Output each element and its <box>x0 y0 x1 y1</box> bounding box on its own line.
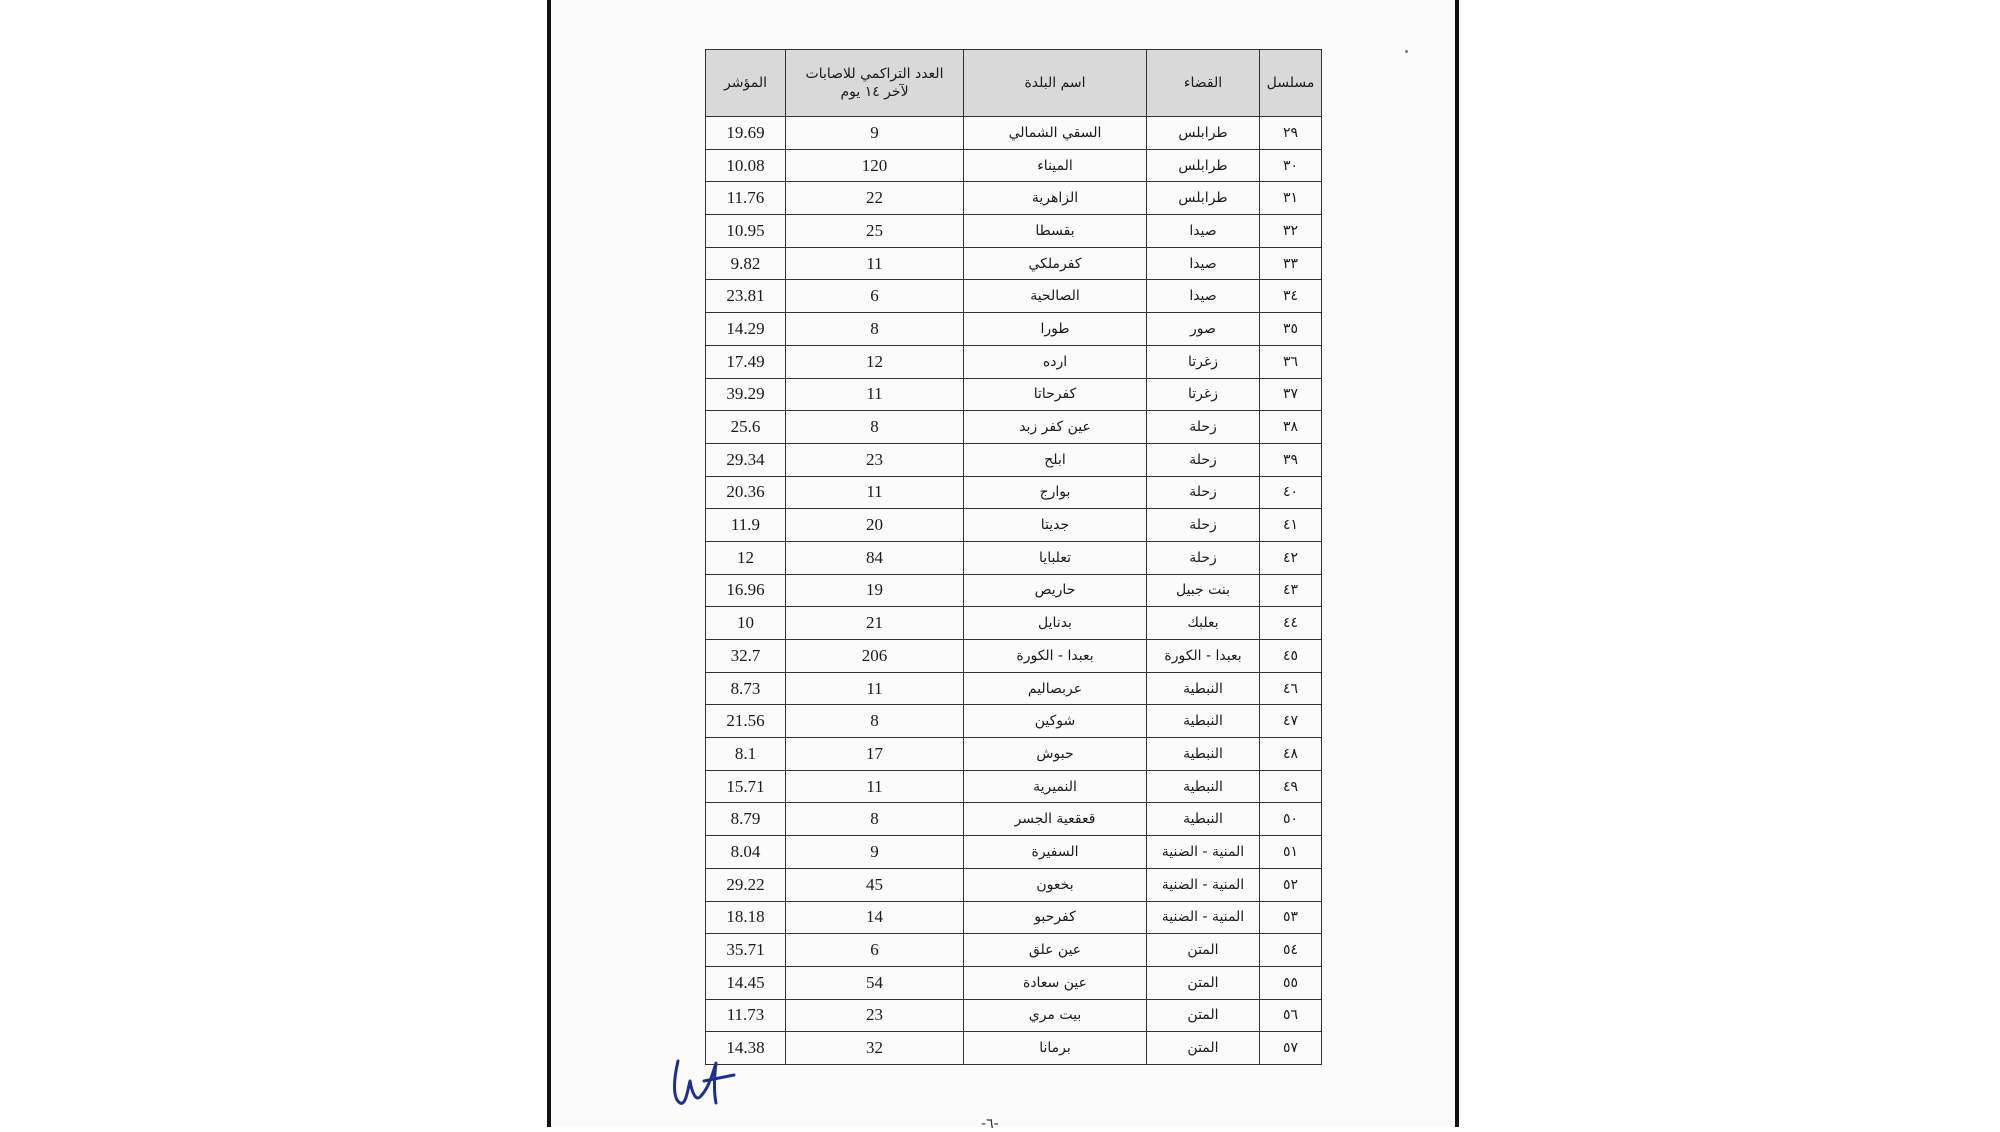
header-serial: مسلسل <box>1260 50 1322 117</box>
cell-cumulative: 9 <box>786 117 964 150</box>
cell-caza: زحلة <box>1147 411 1260 444</box>
cell-indicator: 10.08 <box>706 149 786 182</box>
cell-indicator: 29.34 <box>706 443 786 476</box>
cell-indicator: 16.96 <box>706 574 786 607</box>
cell-serial: ٣٦ <box>1260 345 1322 378</box>
cell-caza: النبطية <box>1147 770 1260 803</box>
cell-indicator: 25.6 <box>706 411 786 444</box>
cell-town: بخعون <box>964 868 1147 901</box>
table-row <box>706 770 1322 803</box>
table-body <box>706 117 1322 1065</box>
cell-cumulative: 8 <box>786 705 964 738</box>
cell-caza: المتن <box>1147 999 1260 1032</box>
cell-indicator: 23.81 <box>706 280 786 313</box>
cell-serial: ٤١ <box>1260 509 1322 542</box>
cell-serial: ٤٦ <box>1260 672 1322 705</box>
cell-serial: ٣٢ <box>1260 215 1322 248</box>
cell-caza: زحلة <box>1147 541 1260 574</box>
cell-caza: صيدا <box>1147 247 1260 280</box>
cell-indicator: 29.22 <box>706 868 786 901</box>
table-row <box>706 443 1322 476</box>
cell-cumulative: 19 <box>786 574 964 607</box>
cell-cumulative: 206 <box>786 640 964 673</box>
document-page <box>547 0 1459 1132</box>
header-town: اسم البلدة <box>964 50 1147 117</box>
header-cumulative: العدد التراكمي للاصابات لآخر ١٤ يوم <box>786 50 964 117</box>
cell-caza: المنية - الضنية <box>1147 868 1260 901</box>
cell-indicator: 11.73 <box>706 999 786 1032</box>
cell-serial: ٤٨ <box>1260 738 1322 771</box>
cell-town: النميرية <box>964 770 1147 803</box>
cell-serial: ٣٠ <box>1260 149 1322 182</box>
cell-caza: صور <box>1147 313 1260 346</box>
cell-indicator: 14.29 <box>706 313 786 346</box>
cell-town: عين علق <box>964 934 1147 967</box>
cell-cumulative: 8 <box>786 411 964 444</box>
scan-speck <box>1405 50 1408 53</box>
cell-caza: صيدا <box>1147 215 1260 248</box>
cell-serial: ٣٣ <box>1260 247 1322 280</box>
cell-serial: ٣٩ <box>1260 443 1322 476</box>
cell-serial: ٥٦ <box>1260 999 1322 1032</box>
table-row <box>706 476 1322 509</box>
table-row <box>706 541 1322 574</box>
cell-cumulative: 120 <box>786 149 964 182</box>
cell-caza: زحلة <box>1147 443 1260 476</box>
cell-serial: ٥٠ <box>1260 803 1322 836</box>
table-row <box>706 934 1322 967</box>
cell-indicator: 8.04 <box>706 836 786 869</box>
table-header-row <box>706 50 1322 117</box>
cell-indicator: 15.71 <box>706 770 786 803</box>
table-row <box>706 607 1322 640</box>
cell-town: الزاهرية <box>964 182 1147 215</box>
cell-caza: المنية - الضنية <box>1147 836 1260 869</box>
cell-caza: طرابلس <box>1147 117 1260 150</box>
cell-indicator: 12 <box>706 541 786 574</box>
header-caza: القضاء <box>1147 50 1260 117</box>
table-row <box>706 640 1322 673</box>
table-row <box>706 803 1322 836</box>
cell-caza: بعلبك <box>1147 607 1260 640</box>
cell-caza: النبطية <box>1147 738 1260 771</box>
cell-town: بعبدا - الكورة <box>964 640 1147 673</box>
cell-serial: ٤٠ <box>1260 476 1322 509</box>
cell-cumulative: 23 <box>786 443 964 476</box>
cell-town: السقي الشمالي <box>964 117 1147 150</box>
cell-town: جديتا <box>964 509 1147 542</box>
cell-cumulative: 22 <box>786 182 964 215</box>
cell-town: ارده <box>964 345 1147 378</box>
signature-mark <box>670 1053 740 1108</box>
cell-indicator: 11.76 <box>706 182 786 215</box>
cell-caza: زحلة <box>1147 476 1260 509</box>
cell-caza: المنية - الضنية <box>1147 901 1260 934</box>
cell-cumulative: 6 <box>786 280 964 313</box>
cell-cumulative: 84 <box>786 541 964 574</box>
table-row <box>706 999 1322 1032</box>
cell-serial: ٥٥ <box>1260 966 1322 999</box>
header-indicator: المؤشر <box>706 50 786 117</box>
cell-cumulative: 54 <box>786 966 964 999</box>
cell-indicator: 10 <box>706 607 786 640</box>
cell-serial: ٥٣ <box>1260 901 1322 934</box>
cell-town: عين سعادة <box>964 966 1147 999</box>
cell-town: كفرحاتا <box>964 378 1147 411</box>
cell-cumulative: 20 <box>786 509 964 542</box>
cell-indicator: 20.36 <box>706 476 786 509</box>
cell-town: عربصاليم <box>964 672 1147 705</box>
cell-serial: ٥١ <box>1260 836 1322 869</box>
table-row <box>706 868 1322 901</box>
cell-cumulative: 32 <box>786 1032 964 1065</box>
cell-cumulative: 11 <box>786 378 964 411</box>
page-number: -٦- <box>981 1116 999 1132</box>
cell-indicator: 19.69 <box>706 117 786 150</box>
cell-town: برمانا <box>964 1032 1147 1065</box>
cell-caza: المتن <box>1147 1032 1260 1065</box>
cell-indicator: 35.71 <box>706 934 786 967</box>
cell-serial: ٣٥ <box>1260 313 1322 346</box>
cell-cumulative: 17 <box>786 738 964 771</box>
cell-caza: المتن <box>1147 934 1260 967</box>
table-row <box>706 313 1322 346</box>
cell-town: كفرحبو <box>964 901 1147 934</box>
table-row <box>706 280 1322 313</box>
cell-indicator: 14.45 <box>706 966 786 999</box>
cell-town: بدنايل <box>964 607 1147 640</box>
table-row <box>706 672 1322 705</box>
cell-town: كفرملكي <box>964 247 1147 280</box>
cell-town: طورا <box>964 313 1147 346</box>
cell-serial: ٥٧ <box>1260 1032 1322 1065</box>
table-row <box>706 247 1322 280</box>
cell-indicator: 18.18 <box>706 901 786 934</box>
cell-town: الصالحية <box>964 280 1147 313</box>
table-row <box>706 705 1322 738</box>
cell-cumulative: 11 <box>786 770 964 803</box>
cell-caza: بنت جبيل <box>1147 574 1260 607</box>
cell-town: عين كفر زبد <box>964 411 1147 444</box>
table-row <box>706 836 1322 869</box>
cell-indicator: 9.82 <box>706 247 786 280</box>
cell-serial: ٣٤ <box>1260 280 1322 313</box>
cell-indicator: 17.49 <box>706 345 786 378</box>
cell-serial: ٥٢ <box>1260 868 1322 901</box>
cell-indicator: 10.95 <box>706 215 786 248</box>
cell-serial: ٤٢ <box>1260 541 1322 574</box>
cell-town: بوارج <box>964 476 1147 509</box>
cell-caza: النبطية <box>1147 672 1260 705</box>
cell-serial: ٤٩ <box>1260 770 1322 803</box>
cell-indicator: 8.1 <box>706 738 786 771</box>
cell-caza: زغرتا <box>1147 345 1260 378</box>
cell-indicator: 8.73 <box>706 672 786 705</box>
table-row <box>706 215 1322 248</box>
cell-town: قعقعية الجسر <box>964 803 1147 836</box>
cell-caza: النبطية <box>1147 803 1260 836</box>
cell-indicator: 21.56 <box>706 705 786 738</box>
cell-town: الميناء <box>964 149 1147 182</box>
table-row <box>706 1032 1322 1065</box>
table-row <box>706 182 1322 215</box>
cell-cumulative: 9 <box>786 836 964 869</box>
cell-serial: ٤٤ <box>1260 607 1322 640</box>
cell-serial: ٤٥ <box>1260 640 1322 673</box>
cell-indicator: 39.29 <box>706 378 786 411</box>
cell-cumulative: 12 <box>786 345 964 378</box>
cell-serial: ٤٣ <box>1260 574 1322 607</box>
cell-indicator: 11.9 <box>706 509 786 542</box>
cell-serial: ٥٤ <box>1260 934 1322 967</box>
cell-cumulative: 8 <box>786 313 964 346</box>
cell-indicator: 8.79 <box>706 803 786 836</box>
cell-cumulative: 21 <box>786 607 964 640</box>
cell-indicator: 32.7 <box>706 640 786 673</box>
table-row <box>706 149 1322 182</box>
cell-cumulative: 45 <box>786 868 964 901</box>
table-row <box>706 738 1322 771</box>
cell-caza: طرابلس <box>1147 149 1260 182</box>
cell-town: ابلح <box>964 443 1147 476</box>
table-row <box>706 345 1322 378</box>
cell-town: شوكين <box>964 705 1147 738</box>
cell-town: بقسطا <box>964 215 1147 248</box>
cell-serial: ٣١ <box>1260 182 1322 215</box>
cell-caza: طرابلس <box>1147 182 1260 215</box>
table-row <box>706 411 1322 444</box>
table-row <box>706 117 1322 150</box>
cell-cumulative: 11 <box>786 672 964 705</box>
cell-cumulative: 6 <box>786 934 964 967</box>
cell-indicator: 14.38 <box>706 1032 786 1065</box>
cell-cumulative: 8 <box>786 803 964 836</box>
cell-caza: زحلة <box>1147 509 1260 542</box>
cell-caza: صيدا <box>1147 280 1260 313</box>
cell-town: السفيرة <box>964 836 1147 869</box>
cell-town: حاريص <box>964 574 1147 607</box>
table-row <box>706 901 1322 934</box>
cell-caza: المتن <box>1147 966 1260 999</box>
cell-town: تعلبايا <box>964 541 1147 574</box>
cell-serial: ٣٧ <box>1260 378 1322 411</box>
cell-cumulative: 23 <box>786 999 964 1032</box>
cell-caza: بعبدا - الكورة <box>1147 640 1260 673</box>
table-row <box>706 509 1322 542</box>
table-row <box>706 378 1322 411</box>
cell-town: حبوش <box>964 738 1147 771</box>
table-row <box>706 966 1322 999</box>
cell-cumulative: 11 <box>786 247 964 280</box>
cell-cumulative: 11 <box>786 476 964 509</box>
table-row <box>706 574 1322 607</box>
cell-caza: زغرتا <box>1147 378 1260 411</box>
cell-cumulative: 25 <box>786 215 964 248</box>
cell-serial: ٢٩ <box>1260 117 1322 150</box>
cases-table <box>705 49 1322 1065</box>
cell-cumulative: 14 <box>786 901 964 934</box>
cell-serial: ٣٨ <box>1260 411 1322 444</box>
cell-serial: ٤٧ <box>1260 705 1322 738</box>
cell-town: بيت مري <box>964 999 1147 1032</box>
cell-caza: النبطية <box>1147 705 1260 738</box>
